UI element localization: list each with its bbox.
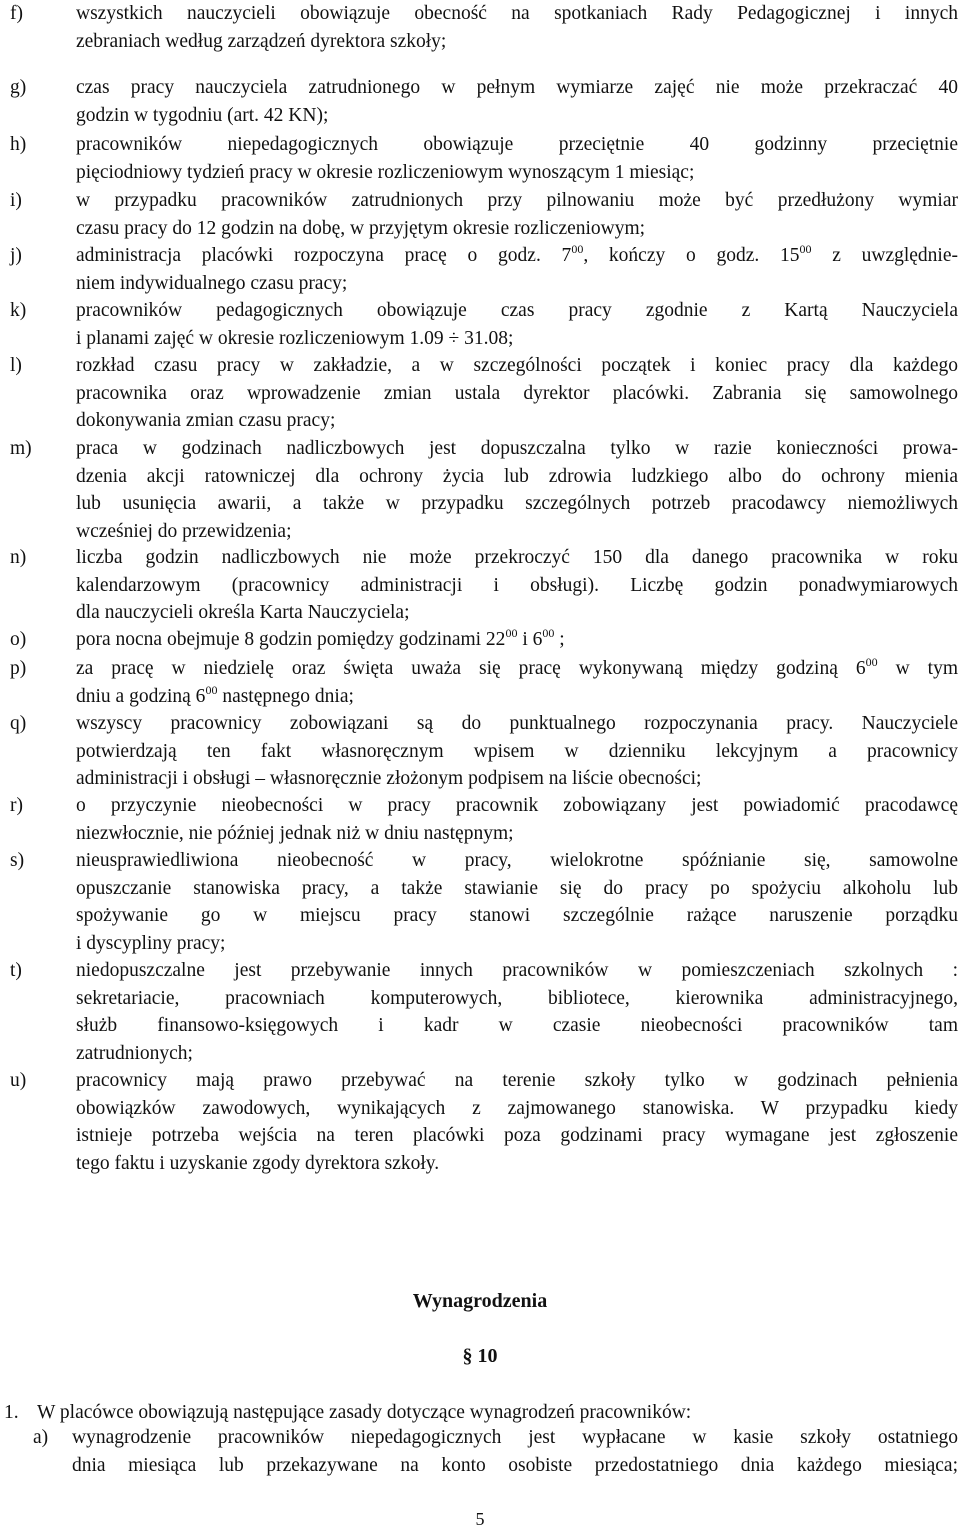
item-line: obowiązków zawodowych, wynikających z zajmowanego stanowiska. W przypadku kiedy [76,1097,958,1119]
item-line: praca w godzinach nadliczbowych jest dopuszczalna tylko w razie konieczności prowa- [76,438,958,459]
item-marker: n) [10,547,27,568]
item-line: opuszczanie stanowiska pracy, a także stawianie się do pracy po spożyciu alkoholu lub [76,877,958,899]
item-line: administracja placówki rozpoczyna pracę o godz. $7^{00}$, kończy o godz. $15^{00}$ z uwzględnie- [76,242,958,266]
item-marker: g) [10,77,27,98]
item-marker: l) [10,355,22,376]
section-number: § 10 [462,1345,498,1367]
item-line: i dyscypliny pracy; [76,932,226,954]
item-line: liczba godzin nadliczbowych nie może przekroczyć 150 dla danego pracownika w roku [76,547,958,568]
item-line: niem indywidualnego czasu pracy; [76,272,348,294]
item-marker: a) [33,1427,49,1448]
item-line: i planami zajęć w okresie rozliczeniowym 1.09 ÷ 31.08; [76,327,514,349]
item-marker: q) [10,713,27,734]
item-line: nieusprawiedliwiona nieobecność w pracy, wielokrotne spóźnianie się, samowolne [76,850,958,871]
item-line: pracownika oraz wprowadzenie zmian ustala dyrektor placówki. Zabrania się samowolnego [76,382,958,404]
item-line: zebraniach według zarządzeń dyrektora szkoły; [76,30,447,52]
item-line: sekretariacie, pracowniach komputerowych, bibliotece, kierownika administracyjnego, [76,987,958,1009]
item-marker: i) [10,190,22,211]
item-line: kalendarzowym (pracownicy administracji i obsługi). Liczbę godzin ponadwymiarowych [76,574,958,596]
item-line: pracownicy mają prawo przebywać na terenie szkoły tylko w godzinach pełnienia [76,1070,958,1091]
item-line: zatrudnionych; [76,1042,193,1064]
section-title: Wynagrodzenia [412,1290,548,1312]
point-text: W placówce obowiązują następujące zasady dotyczące wynagrodzeń pracowników: [37,1402,692,1423]
item-line: administracji i obsługi – własnoręcznie złożonym podpisem na liście obecności; [76,768,702,789]
item-line: tego faktu i uzyskanie zgody dyrektora szkoły. [76,1152,440,1174]
item-line: godzin w tygodniu (art. 42 KN); [76,104,329,126]
item-line: rozkład czasu pracy w zakładzie, a w szczególności początek i koniec pracy dla każdego [76,355,958,376]
item-line: lub usunięcia awarii, a także w przypadku szczególnych potrzeb pracodawcy niemożliwych [76,493,958,514]
item-line: o przyczynie nieobecności w pracy pracownik zobowiązany jest powiadomić pracodawcę [76,795,958,816]
item-marker: r) [10,795,23,816]
item-marker: t) [10,960,22,981]
item-marker: j) [10,245,22,266]
item-marker: f) [10,3,23,24]
item-marker: k) [10,300,27,321]
item-line: wynagrodzenie pracowników niepedagogicznych jest wypłacane w kasie szkoły ostatniego [72,1427,958,1448]
item-line: w przypadku pracowników zatrudnionych przy pilnowaniu może być przedłużony wymiar [76,190,958,211]
item-line: za pracę w niedzielę oraz święta uważa się pracę wykonywaną między godziną $6^{00}$ w tym [76,655,958,679]
item-marker: u) [10,1070,27,1091]
item-line: potwierdzają ten fakt własnoręcznym wpisem w dzienniku lekcyjnym a pracownicy [76,740,958,762]
item-line: dnia miesiąca lub przekazywane na konto osobiste przedostatniego dnia każdego miesiąca; [72,1454,958,1476]
item-line: dzenia akcji ratowniczej dla ochrony życia lub zdrowia ludzkiego albo do ochrony mienia [76,465,958,487]
item-line: czas pracy nauczyciela zatrudnionego w pełnym wymiarze zajęć nie może przekraczać 40 [76,77,958,98]
item-marker: p) [10,658,27,679]
item-line: wcześniej do przewidzenia; [76,520,292,542]
item-line: spożywanie go w miejscu pracy stanowi szczególnie rażące naruszenie porządku [76,905,958,926]
item-line: pięciodniowy tydzień pracy w okresie rozliczeniowym wynoszącym 1 miesiąc; [76,161,695,183]
item-line: służb finansowo-księgowych i kadr w czasie nieobecności pracowników tam [76,1015,958,1036]
item-marker: o) [10,629,27,650]
point-1 [4,1399,691,1427]
item-line: dla nauczycieli określa Karta Nauczyciela; [76,602,410,623]
point-number: 1. [4,1402,19,1423]
item-line: istnieje potrzeba wejścia na teren placówki poza godzinami pracy wymagane jest zgłoszenie [76,1125,958,1146]
item-line: wszyscy pracownicy zobowiązani są do punktualnego rozpoczynania pracy. Nauczyciele [76,713,958,734]
item-line: niedopuszczalne jest przebywanie innych pracowników w pomieszczeniach szkolnych : [76,960,958,981]
item-marker: h) [10,134,27,155]
item-line: pracowników pedagogicznych obowiązuje czas pracy zgodnie z Kartą Nauczyciela [76,300,958,321]
item-line: pracowników niepedagogicznych obowiązuje przeciętnie 40 godzinny przeciętnie [76,134,958,155]
item-line: dokonywania zmian czasu pracy; [76,410,336,431]
item-line: pora nocna obejmuje 8 godzin pomiędzy godzinami $22^{00}$ i $6^{00}$ ; [76,626,565,650]
page-number: 5 [475,1509,485,1529]
item-line: dniu a godziną $6^{00}$ następnego dnia; [76,682,354,707]
item-marker: m) [10,438,32,459]
item-line: niezwłocznie, nie później jednak niż w dniu następnym; [76,822,514,844]
item-line: czasu pracy do 12 godzin na dobę, w przyjętym okresie rozliczeniowym; [76,217,646,239]
item-line: wszystkich nauczycieli obowiązuje obecność na spotkaniach Rady Pedagogicznej i innych [76,3,958,24]
item-marker: s) [10,850,25,871]
